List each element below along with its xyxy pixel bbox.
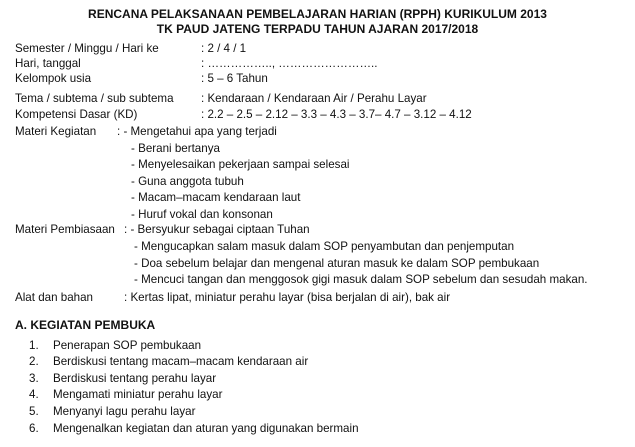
item-text: Penerapan SOP pembukaan [53,339,202,352]
document-title: RENCANA PELAKSANAAN PEMBELAJARAN HARIAN (RPPH) KURIKULUM 2013 [88,7,547,21]
item-number: 5. [29,405,39,418]
hari-label: Hari, tanggal [15,57,81,70]
item-number: 4. [29,388,39,401]
item-text: Menyanyi lagu perahu layar [53,405,196,418]
kelompok-label: Kelompok usia [15,72,92,85]
materi-pembiasaan-item: - Mencuci tangan dan menggosok gigi masuk dalam SOP sebelum dan sesudah makan. [134,273,588,286]
item-number: 2. [29,355,39,368]
materi-pembiasaan-label: Materi Pembiasaan [15,223,115,236]
semester-label: Semester / Minggu / Hari ke [15,42,159,55]
kd-value: : 2.2 – 2.5 – 2.12 – 3.3 – 4.3 – 3.7– 4.7 – 3.12 – 4.12 [201,108,472,121]
item-number: 3. [29,372,39,385]
tema-label: Tema / subtema / sub subtema [15,92,174,105]
materi-kegiatan-item: - Berani bertanya [131,142,220,155]
materi-pembiasaan-item: : - Bersyukur sebagai ciptaan Tuhan [124,223,310,236]
materi-kegiatan-item: - Menyelesaikan pekerjaan sampai selesai [131,158,350,171]
materi-kegiatan-item: - Macam–macam kendaraan laut [131,191,301,204]
hari-value: : …………….., …………………….. [201,57,378,70]
kelompok-value: : 5 – 6 Tahun [201,72,268,85]
alat-value: : Kertas lipat, miniatur perahu layar (bisa berjalan di air), bak air [124,291,451,304]
item-text: Berdiskusi tentang macam–macam kendaraan air [53,355,309,368]
materi-kegiatan-label: Materi Kegiatan [15,125,97,138]
semester-value: : 2 / 4 / 1 [201,42,247,55]
item-text: Berdiskusi tentang perahu layar [53,372,217,385]
tema-value: : Kendaraan / Kendaraan Air / Perahu Layar [201,92,427,105]
item-text: Mengenalkan kegiatan dan aturan yang digunakan bermain [53,422,359,435]
kd-label: Kompetensi Dasar (KD) [15,108,138,121]
materi-pembiasaan-item: - Mengucapkan salam masuk dalam SOP penyambutan dan penjemputan [134,240,515,253]
item-text: Mengamati miniatur perahu layar [53,388,223,401]
section-heading: A. KEGIATAN PEMBUKA [15,318,156,332]
materi-kegiatan-item: - Guna anggota tubuh [131,175,244,188]
item-number: 1. [29,339,39,352]
item-number: 6. [29,422,39,435]
alat-label: Alat dan bahan [15,291,94,304]
materi-kegiatan-item: : - Mengetahui apa yang terjadi [117,125,277,138]
materi-kegiatan-item: - Huruf vokal dan konsonan [131,208,273,221]
document-subtitle: TK PAUD JATENG TERPADU TAHUN AJARAN 2017/2018 [156,22,479,36]
materi-pembiasaan-item: - Doa sebelum belajar dan mengenal aturan masuk ke dalam SOP pembukaan [134,257,540,270]
